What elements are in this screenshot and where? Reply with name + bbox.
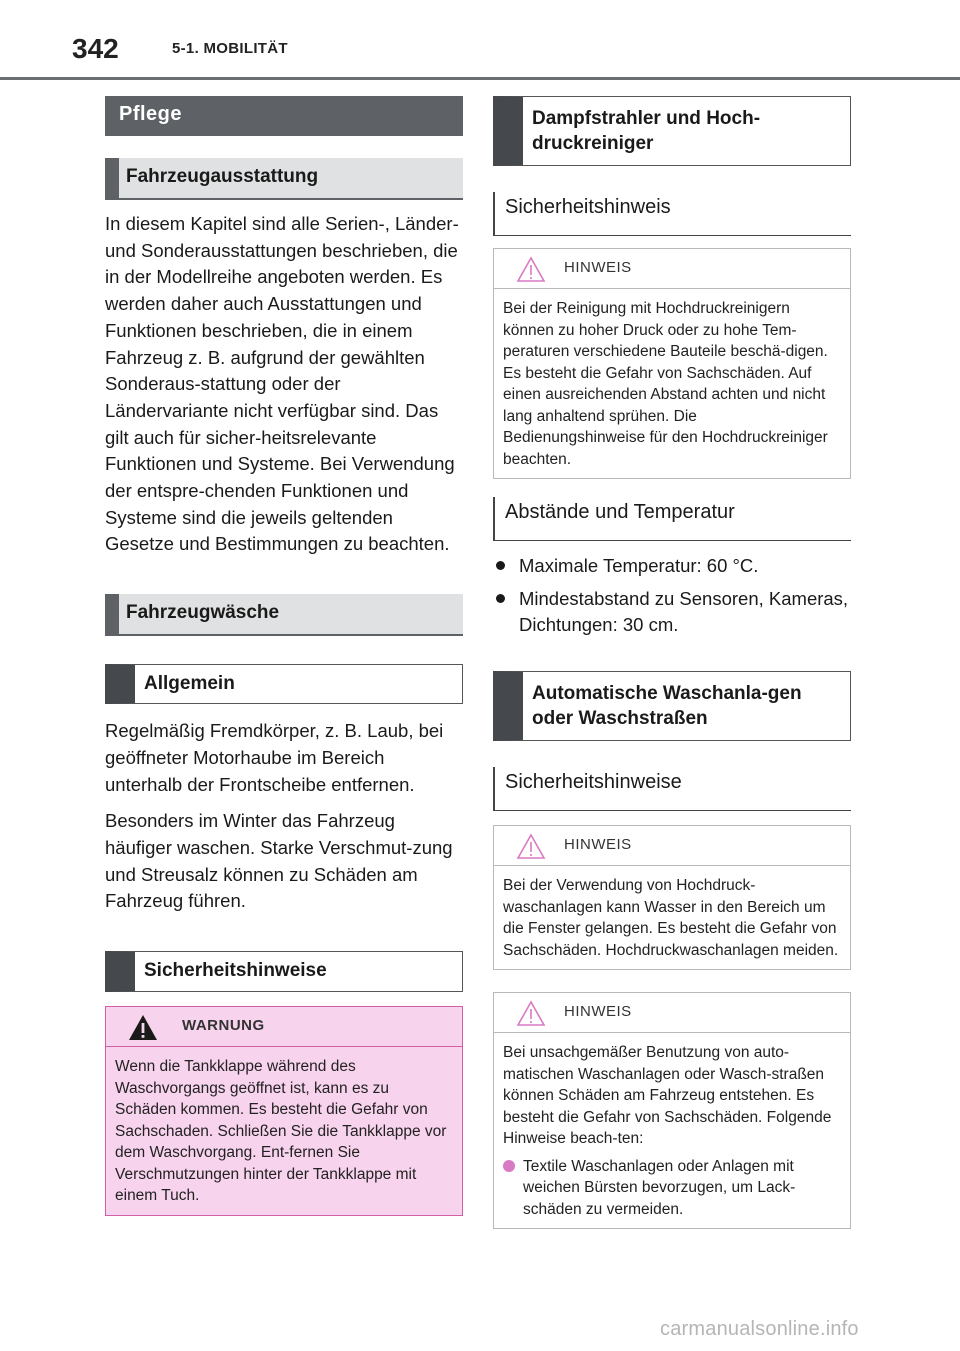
notice-header [494, 249, 850, 289]
notice-title: HINWEIS [564, 259, 632, 276]
heading-fahrzeugwaesche: Fahrzeugwäsche [105, 594, 463, 636]
notice-text: Bei der Verwendung von Hochdruck-waschanlagen kann Wasser in den Bereich um die Fenster gelangen. Es besteht die Gefahr von Sachschäden. Hochdruckwaschanlagen meiden. [503, 877, 839, 959]
warning-header [106, 1007, 462, 1047]
notice-list [503, 1156, 841, 1221]
abstaende-list [493, 553, 851, 639]
left-column [105, 96, 463, 1216]
right-column [493, 96, 851, 1229]
list-item: Maximale Temperatur: 60 °C. [493, 553, 851, 580]
heading-sicherheitshinweise-left: Sicherheitshinweise [105, 951, 463, 992]
fahrzeugausstattung-text: In diesem Kapitel sind alle Serien-, Länder- und Sonderausstattungen beschrieben, die in der Modellreihe angeboten werden. Es werden daher auch Ausstattungen und Funktionen beschrieben, die in einem Fahrzeug z. B. aufgrund der gewählten Sonderaus-stattung oder der Ländervariante nicht verfügbar sind. Das gilt auch für sicher-heitsrelevante Funktionen und Systeme. Bei Verwendung der entspre-chenden Funktionen und Systeme sind die jeweils geltenden Gesetze und Bestimmungen zu beachten. [105, 213, 459, 555]
heading-sicherheitshinweise-right: Sicherheitshinweise [493, 767, 851, 811]
notice-body [494, 1033, 850, 1228]
list-item: Mindestabstand zu Sensoren, Kameras, Dichtungen: 30 cm. [493, 586, 851, 639]
heading-waschanlagen: Automatische Waschanla-gen oder Waschstraßen [493, 671, 851, 741]
notice-triangle-outline-icon [516, 256, 546, 283]
notice-title: HINWEIS [564, 1003, 632, 1021]
warning-title: WARNUNG [182, 1017, 265, 1035]
round-bullet [503, 1160, 515, 1172]
section-title: 5-1. MOBILITÄT [172, 40, 288, 57]
allgemein-paragraph-2: Besonders im Winter das Fahrzeug häufiger waschen. Starke Verschmut-zung und Streusalz können zu Schäden am Fahrzeug führen. [105, 810, 453, 912]
notice-title: HINWEIS [564, 836, 632, 854]
heading-sicherheitshinweis: Sicherheitshinweis [493, 192, 851, 236]
notice-box-hochdruckwaschanlagen [493, 825, 851, 970]
bullet-dot [496, 561, 505, 570]
notice-triangle-outline-icon [516, 1000, 546, 1027]
heading-dampfstrahler: Dampfstrahler und Hoch-druckreiniger [493, 96, 851, 166]
heading-fahrzeugausstattung: Fahrzeugausstattung [105, 158, 463, 200]
notice-triangle-outline-icon [516, 833, 546, 860]
notice-text: Bei unsachgemäßer Benutzung von auto-matischen Waschanlagen oder Wasch-straßen können Schäden am Fahrzeug entstehen. Es besteht die Gefahr von Sachschäden. Folgende Hinweise beach-ten: [503, 1044, 832, 1148]
chapter-heading-pflege: Pflege [105, 96, 463, 136]
page-header [0, 0, 960, 80]
notice-box-waschanlagen [493, 992, 851, 1229]
list-item: Textile Waschanlagen oder Anlagen mit weichen Bürsten bevorzugen, um Lack-schäden zu vermeiden. [503, 1156, 841, 1221]
notice-header [494, 826, 850, 866]
notice-box-hochdruckreiniger [493, 248, 851, 479]
page-number: 342 [72, 33, 119, 64]
watermark: carmanualsonline.info [660, 1318, 859, 1340]
heading-abstaende: Abstände und Temperatur [493, 497, 851, 541]
warning-text: Wenn die Tankklappe während des Waschvorgangs geöffnet ist, kann es zu Schäden kommen. Es besteht die Gefahr von Sachschaden. Schließen Sie die Tankklappe vor dem Waschvorgang. Ent-fernen Sie Verschmutzungen hinter der Tankklappe mit einem Tuch. [115, 1058, 447, 1205]
warning-box [105, 1006, 463, 1216]
warning-triangle-icon [128, 1014, 158, 1041]
notice-header [494, 993, 850, 1033]
header-rule [0, 77, 960, 80]
heading-allgemein: Allgemein [105, 664, 463, 704]
notice-text: Bei der Reinigung mit Hochdruckreinigern können zu hoher Druck oder zu hohe Tem-peraturen verschiedene Bauteile beschä-digen. Es besteht die Gefahr von Sachschäden. Auf einen ausreichenden Abstand achten und nicht lang anhaltend sprühen. Die Bedienungshinweise für den Hochdruckreiniger beachten. [503, 300, 828, 468]
bullet-dot [496, 594, 505, 603]
allgemein-paragraph-1: Regelmäßig Fremdkörper, z. B. Laub, bei geöffneter Motorhaube im Bereich unterhalb der Frontscheibe entfernen. [105, 720, 444, 795]
